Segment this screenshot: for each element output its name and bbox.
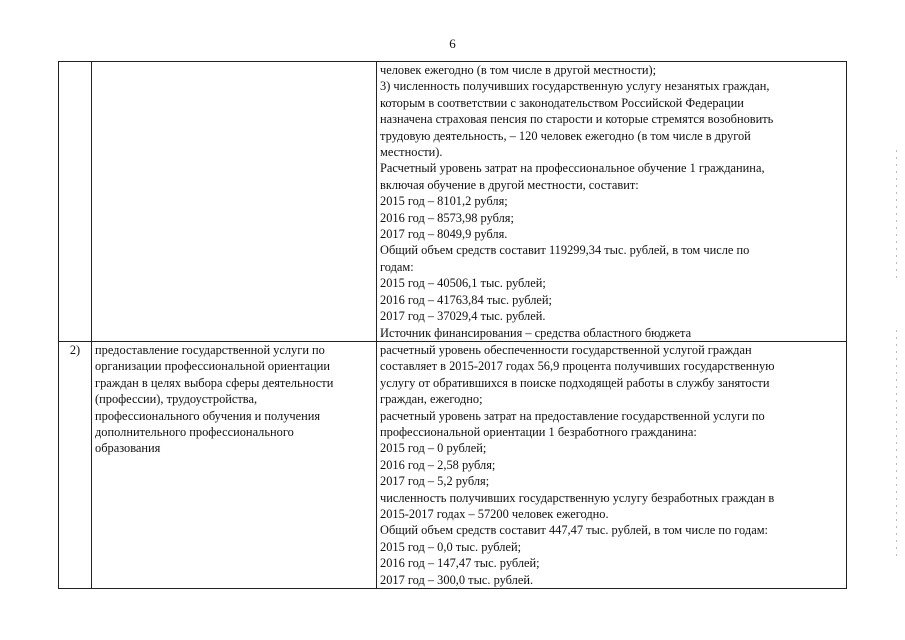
document-table xyxy=(58,61,847,589)
page-number: 6 xyxy=(449,36,456,51)
detail-line: 2017 год – 300,0 тыс. рублей. xyxy=(380,572,534,587)
table-row xyxy=(59,62,847,342)
detail-line: включая обучение в другой местности, составит: xyxy=(380,177,639,192)
detail-line: услугу от обратившихся в поиске подходящей работы в службу занятости xyxy=(380,375,770,390)
detail-line: Общий объем средств составит 119299,34 тыс. рублей, в том числе по xyxy=(380,243,750,258)
detail-line: составляет в 2015-2017 годах 56,9 процента получивших государственную xyxy=(380,359,775,374)
detail-line: годам: xyxy=(380,259,414,274)
detail-line: 2016 год – 8573,98 рубля; xyxy=(380,210,514,225)
description-line: профессионального обучения и получения xyxy=(95,408,321,423)
detail-line: назначена страховая пенсия по старости и которые стремятся возобновить xyxy=(380,112,774,127)
detail-line: граждан, ежегодно; xyxy=(380,392,483,407)
detail-line: численность получивших государственную услугу безработных граждан в xyxy=(380,490,775,505)
detail-line: 2015-2017 годах – 57200 человек ежегодно. xyxy=(380,506,609,521)
detail-line: 3) численность получивших государственную услугу незанятых граждан, xyxy=(380,79,770,94)
detail-line: 2015 год – 0 рублей; xyxy=(380,441,487,456)
service-description-cell xyxy=(92,62,377,342)
description-line: предоставление государственной услуги по xyxy=(95,342,325,357)
row-number: 2) xyxy=(69,342,81,357)
row-number-cell xyxy=(59,341,92,588)
detail-line: человек ежегодно (в том числе в другой местности); xyxy=(380,63,657,77)
detail-line: Источник финансирования – средства областного бюджета xyxy=(380,325,692,340)
service-details-cell xyxy=(377,62,847,342)
description-line: дополнительного профессионального xyxy=(95,424,294,439)
service-description-cell xyxy=(92,341,377,588)
description-line: (профессии), трудоустройства, xyxy=(95,392,258,407)
detail-line: профессиональной ориентации 1 безработного гражданина: xyxy=(380,424,697,439)
detail-line: трудовую деятельность, – 120 человек ежегодно (в том числе в другой xyxy=(380,128,751,143)
detail-line: 2017 год – 37029,4 тыс. рублей. xyxy=(380,309,546,324)
description-line: организации профессиональной ориентации xyxy=(95,359,331,374)
detail-line: 2016 год – 147,47 тыс. рублей; xyxy=(380,556,540,571)
scan-artifact xyxy=(896,150,897,280)
service-details-cell xyxy=(377,341,847,588)
detail-line: 2016 год – 2,58 рубля; xyxy=(380,457,496,472)
detail-line: 2015 год – 0,0 тыс. рублей; xyxy=(380,539,522,554)
detail-line: 2017 год – 8049,9 рубля. xyxy=(380,227,508,242)
detail-line: 2016 год – 41763,84 тыс. рублей; xyxy=(380,292,552,307)
detail-line: 2015 год – 8101,2 рубля; xyxy=(380,194,508,209)
detail-line: 2017 год – 5,2 рубля; xyxy=(380,474,490,489)
table-row xyxy=(59,341,847,588)
detail-line: которым в соответствии с законодательством Российской Федерации xyxy=(380,95,744,110)
detail-line: Расчетный уровень затрат на профессиональное обучение 1 гражданина, xyxy=(380,161,765,176)
detail-line: местности). xyxy=(380,145,443,160)
detail-line: 2015 год – 40506,1 тыс. рублей; xyxy=(380,276,546,291)
detail-line: Общий объем средств составит 447,47 тыс. рублей, в том числе по годам: xyxy=(380,523,768,538)
row-number-cell xyxy=(59,62,92,342)
description-line: образования xyxy=(95,441,161,456)
detail-line: расчетный уровень обеспеченности государственной услугой граждан xyxy=(380,342,752,357)
scan-artifact xyxy=(896,330,897,560)
detail-line: расчетный уровень затрат на предоставление государственной услуги по xyxy=(380,408,765,423)
description-line: граждан в целях выбора сферы деятельности xyxy=(95,375,334,390)
